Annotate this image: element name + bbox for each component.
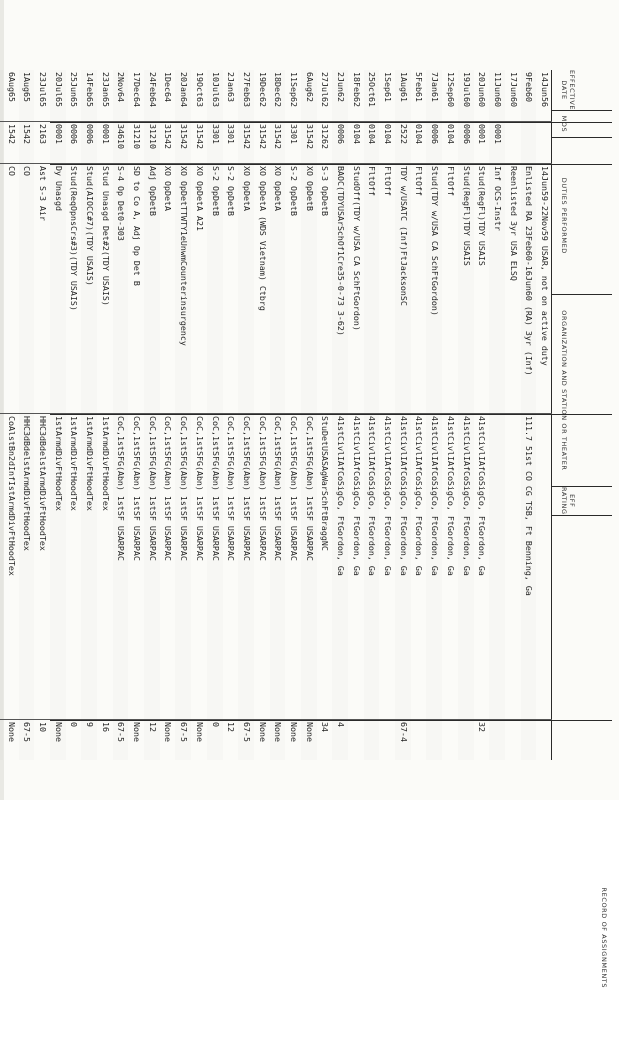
cell-org: CoC,1stSFG(Abn) 1stSF USARPAC <box>191 414 207 720</box>
cell-mos: 0006 <box>458 122 474 164</box>
cell-rating: 67-4 <box>398 722 409 742</box>
cell-mos: 1542 <box>3 122 19 164</box>
cell-date: 20Jun60 <box>474 70 490 122</box>
cell-duties: SD to Co A, Adj Op Det B <box>128 164 144 414</box>
cell-date: 5Feb61 <box>411 70 427 122</box>
cell-duties: S-4 Op Det0-303 <box>113 164 129 414</box>
cell-mos: 0001 <box>489 122 505 164</box>
cell-org: HHC3dBdelstArmdDivFtHoodTex <box>19 414 35 720</box>
cell-mos: 0001 <box>50 122 66 164</box>
assignment-row <box>285 70 301 760</box>
assignment-row <box>442 70 458 760</box>
assignment-row <box>207 70 223 760</box>
cell-date: 23Jan65 <box>97 70 113 122</box>
cell-mos <box>0 122 3 164</box>
cell-date: 14Feb65 <box>81 70 97 122</box>
cell-date: 6Aug62 <box>301 70 317 122</box>
assignment-row <box>144 70 160 760</box>
cell-date: 6Aug65 <box>3 70 19 122</box>
cell-org: CoC,1stSFG(Abn) 1stSF USARPAC <box>160 414 176 720</box>
cell-duties: S-2 OpDetB <box>285 164 301 414</box>
cell-date: 19Oct63 <box>191 70 207 122</box>
cell-org: 1stArmdDivFtHoodTex <box>81 414 97 720</box>
cell-duties: XO OpDetA <box>160 164 176 414</box>
cell-date: 17Jun60 <box>505 70 521 122</box>
cell-org: 41stCivlIAfCoSigCo, FtGordon, Ga <box>411 414 427 720</box>
cell-duties: StudOff(TDY w/USA CA SchFtGordon) <box>348 164 364 414</box>
cell-rating: None <box>163 722 174 742</box>
cell-rating: None <box>304 722 315 742</box>
grid-line <box>50 414 612 415</box>
cell-mos: 3301 <box>207 122 223 164</box>
cell-date: 1Sep61 <box>379 70 395 122</box>
assignment-row <box>66 70 82 760</box>
cell-rating: 32 <box>477 722 488 732</box>
cell-date: 14Jun56 <box>536 70 552 122</box>
cell-org: 41stCivlIAfCoSigCo, FtGordon, Ga <box>364 414 380 720</box>
record-title: RECORD OF ASSIGNMENTS <box>600 887 608 989</box>
assignment-row <box>348 70 364 760</box>
assignment-row <box>176 70 192 760</box>
cell-rating: None <box>194 722 205 742</box>
cell-org: CoC,1stSFG(Abn) 1stSF USARPAC <box>238 414 254 720</box>
cell-rating: 12 <box>147 722 158 732</box>
cell-mos: 0006 <box>427 122 443 164</box>
cell-rating <box>489 720 505 760</box>
cell-mos: 3301 <box>223 122 239 164</box>
assignment-row <box>160 70 176 760</box>
cell-rating <box>427 720 443 760</box>
cell-mos: 2522 <box>395 122 411 164</box>
cell-duties: CO <box>3 164 19 414</box>
cell-mos: 3301 <box>285 122 301 164</box>
cell-org: CoC,1stSFG(Abn) 1stSF USARPAC <box>176 414 192 720</box>
cell-org: StuDetUSASAgWarSchFtBraggNC <box>317 414 333 720</box>
cell-mos: 31262 <box>317 122 333 164</box>
cell-rating <box>505 720 521 760</box>
cell-mos: 2163 <box>34 122 50 164</box>
cell-mos: 0104 <box>442 122 458 164</box>
assignment-row <box>34 70 50 760</box>
cell-org: 41stCivlIAfCoSigCo, FtGordon, Ga <box>379 414 395 720</box>
cell-duties: XO OpDetTTWTY1eUnwmCounterinsurgency <box>176 164 192 414</box>
cell-mos: 0001 <box>474 122 490 164</box>
cell-mos: 31542 <box>160 122 176 164</box>
cell-date: 20Jan64 <box>176 70 192 122</box>
cell-rating: None <box>257 722 268 742</box>
cell-rating <box>411 720 427 760</box>
cell-duties: XO OpDetA <box>270 164 286 414</box>
cell-mos: 31542 <box>301 122 317 164</box>
cell-org: CoC,1stSFG(Abn) 1stSF USARPAC <box>144 414 160 720</box>
cell-org: CoC,1stSFG(Abn) 1stSF USARPAC <box>207 414 223 720</box>
cell-duties: S-2 OpDetB <box>207 164 223 414</box>
cell-mos: 31542 <box>254 122 270 164</box>
cell-rating: None <box>53 722 64 742</box>
cell-org: 41stCivlIAfCoSigCo, FtGordon, Ga <box>395 414 411 720</box>
cell-date: 25Oct61 <box>364 70 380 122</box>
assignment-row <box>238 70 254 760</box>
cell-date: 24Feb64 <box>144 70 160 122</box>
assignment-rows <box>0 70 552 760</box>
cell-date: 1Aug65 <box>19 70 35 122</box>
cell-duties: Stud Unasgd Det#2(TDY USAIS) <box>97 164 113 414</box>
cell-duties: XO OpDetA (WDS Vietnam) Ctbrg <box>254 164 270 414</box>
cell-duties: Ast S-3 Air <box>34 164 50 414</box>
cell-mos: 0104 <box>348 122 364 164</box>
cell-rating: 4 <box>336 722 347 727</box>
cell-duties: FltOff <box>411 164 427 414</box>
cell-duties: FltOff <box>379 164 395 414</box>
cell-org <box>0 414 3 720</box>
cell-org: CoC,1stSFG(Abn) 1stSF USARPAC <box>270 414 286 720</box>
assignment-row <box>536 70 552 760</box>
cell-date: 2Nov64 <box>113 70 129 122</box>
cell-org: 111.7 51st CO CG TSB, Ft Benning, Ga <box>521 414 537 720</box>
cell-mos: 1542 <box>19 122 35 164</box>
cell-duties: S-3 OpDetB <box>317 164 333 414</box>
cell-mos <box>521 122 537 164</box>
cell-mos: 31542 <box>176 122 192 164</box>
cell-duties: Enlisted RA 23Feb60-16Jun60 (RA) 3yr (Inf) <box>521 164 537 414</box>
cell-org: CoC,1stSFG(Abn) 1stSF USARPAC <box>113 414 129 720</box>
cell-duties: Stud(ReqOpnsCrs#3)(TDY USAIS) <box>66 164 82 414</box>
cell-rating: 67-5 <box>22 722 33 742</box>
cell-org <box>489 414 505 720</box>
cell-mos: 0104 <box>411 122 427 164</box>
cell-duties: 14Jun59-22Nov59 USAR, not on active duty <box>536 164 552 414</box>
cell-org: CoC,1stSFG(Abn) 1stSF USARPAC <box>301 414 317 720</box>
header-eff-rating: EFF RATING <box>552 487 612 516</box>
cell-duties: XO OpDetA <box>238 164 254 414</box>
assignment-row <box>191 70 207 760</box>
cell-rating: 67-5 <box>116 722 127 742</box>
assignment-row <box>411 70 427 760</box>
assignment-row <box>317 70 333 760</box>
cell-org: CoC,1stSFG(Abn) 1stSF USARPAC <box>254 414 270 720</box>
cell-rating <box>536 720 552 760</box>
cell-mos: 31542 <box>270 122 286 164</box>
assignment-row <box>395 70 411 760</box>
assignment-row <box>427 70 443 760</box>
cell-date: 11Sep62 <box>285 70 301 122</box>
cell-org: CoC,1stSFG(Abn) 1stSF USARPAC <box>285 414 301 720</box>
cell-rating: 10 <box>38 722 48 732</box>
header-effective-date: EFFECTIVE DATE <box>552 70 612 111</box>
cell-mos: 0006 <box>332 122 348 164</box>
cell-date: 23Jul65 <box>34 70 50 122</box>
cell-rating: 34 <box>320 722 331 732</box>
cell-duties: Stud(AIOCC#7)(TDY USAIS) <box>81 164 97 414</box>
cell-date: 11Jun60 <box>489 70 505 122</box>
cell-rating: None <box>132 722 143 742</box>
assignment-row <box>254 70 270 760</box>
cell-mos <box>536 122 552 164</box>
cell-date: 19Jul60 <box>458 70 474 122</box>
assignment-row <box>505 70 521 760</box>
cell-org: 41stCivlIAfCoSigCo, FtGordon, Ga <box>442 414 458 720</box>
cell-rating <box>458 720 474 760</box>
assignment-row <box>128 70 144 760</box>
grid-line <box>50 122 612 123</box>
cell-duties: S-2 OpDetB <box>223 164 239 414</box>
cell-rating: None <box>273 722 284 742</box>
assignment-row <box>113 70 129 760</box>
cell-rating: None <box>6 722 17 742</box>
assignment-row <box>50 70 66 760</box>
cell-org: 41stCivlIAfCoSigCo, FtGordon, Ga <box>348 414 364 720</box>
cell-duties: Stud(TDY w/USA CA SchFtGordon) <box>427 164 443 414</box>
cell-duties: Stud(RegFl)TDY USAIS <box>458 164 474 414</box>
cell-duties: XO OpDetB <box>301 164 317 414</box>
assignment-row <box>521 70 537 760</box>
cell-duties: TDY w/USATC (Inf)FtJacksonSC <box>395 164 411 414</box>
cell-duties: BAOC(TDYUSArSchOf1Cre35-0-73 3-62) <box>332 164 348 414</box>
cell-mos: 31542 <box>238 122 254 164</box>
assignment-row <box>270 70 286 760</box>
cell-org: 1stArmdDivFtHoodTex <box>50 414 66 720</box>
cell-duties: FltOff <box>442 164 458 414</box>
cell-org: CoAlstBn2dInfIstArmdDivFtHoodTex <box>3 414 19 720</box>
grid-line <box>50 720 612 721</box>
cell-duties: FltOff <box>364 164 380 414</box>
assignment-row <box>489 70 505 760</box>
cell-date: 25Jun65 <box>66 70 82 122</box>
cell-date: 10Jul63 <box>207 70 223 122</box>
cell-rating: 16 <box>100 722 111 732</box>
cell-org: 41stCivlIAfCoSigCo, FtGordon, Ga <box>458 414 474 720</box>
cell-duties <box>0 164 3 414</box>
grid-line <box>50 164 612 165</box>
cell-date: 18Feb62 <box>348 70 364 122</box>
cell-mos: 34610 <box>113 122 129 164</box>
cell-date: 1Dec64 <box>160 70 176 122</box>
header-organization: ORGANIZATION AND STATION OR THEATER <box>552 295 612 487</box>
assignment-row <box>3 70 19 760</box>
cell-rating <box>521 720 537 760</box>
cell-date: 18Dec62 <box>270 70 286 122</box>
cell-mos: 31542 <box>191 122 207 164</box>
cell-rating <box>364 720 380 760</box>
cell-rating: None <box>289 722 299 742</box>
cell-org: 41stCivlIAfCoSigCo, FtGordon, Ga <box>427 414 443 720</box>
cell-rating <box>379 720 395 760</box>
assignment-row <box>97 70 113 760</box>
form-header <box>551 70 612 989</box>
assignment-row <box>379 70 395 760</box>
cell-org <box>505 414 521 720</box>
cell-mos: 0006 <box>66 122 82 164</box>
cell-duties: Dy Unasgd <box>50 164 66 414</box>
cell-rating: 9 <box>85 722 96 727</box>
cell-duties: Adj OpDetB <box>144 164 160 414</box>
cell-mos: 0104 <box>379 122 395 164</box>
assignment-row <box>364 70 380 760</box>
cell-org: 41stCivlIAfCoSigCo, FtGordon, Ga <box>474 414 490 720</box>
cell-mos <box>505 122 521 164</box>
cell-mos: 0006 <box>81 122 97 164</box>
cell-duties: Stud(RegFl)TDY USAIS <box>474 164 490 414</box>
cell-org: 1stArmdDivFtHoodTex <box>66 414 82 720</box>
cell-duties: Inf OCS-Instr <box>489 164 505 414</box>
assignment-row <box>332 70 348 760</box>
cell-rating <box>442 720 458 760</box>
cell-date: 9Feb60 <box>521 70 537 122</box>
cell-rating <box>0 720 3 760</box>
cell-rating: 67-5 <box>179 722 190 742</box>
assignment-row <box>223 70 239 760</box>
cell-mos: 0104 <box>364 122 380 164</box>
assignment-row <box>0 70 3 760</box>
cell-rating: 12 <box>226 722 237 732</box>
cell-org: 41stCivlIAfCoSigCo, FtGordon, Ga <box>332 414 348 720</box>
cell-org <box>536 414 552 720</box>
cell-org: 1stArmdDivFtHoodTex <box>97 414 113 720</box>
cell-rating: 0 <box>210 722 221 727</box>
cell-org: HHC3dBdelstArmdDivFtHoodTex <box>34 414 50 720</box>
cell-date: 27Feb63 <box>238 70 254 122</box>
cell-duties: CO <box>19 164 35 414</box>
assignment-row <box>458 70 474 760</box>
cell-mos: 31210 <box>144 122 160 164</box>
header-mos: MOS <box>552 111 612 138</box>
cell-mos: 0001 <box>97 122 113 164</box>
cell-rating: 0 <box>69 722 80 727</box>
assignment-row <box>474 70 490 760</box>
cell-duties: XO OpDetA A21 <box>191 164 207 414</box>
cell-org: CoC,1stSFG(Abn) 1stSF USARPAC <box>128 414 144 720</box>
cell-rating <box>348 720 364 760</box>
cell-date: 17Dec64 <box>128 70 144 122</box>
cell-date: 19Dec62 <box>254 70 270 122</box>
record-of-assignments-form <box>6 70 612 989</box>
cell-rating: 67-5 <box>241 722 252 742</box>
cell-date: 1Aug61 <box>395 70 411 122</box>
assignment-row <box>19 70 35 760</box>
cell-date: 27Jul62 <box>317 70 333 122</box>
assignment-row <box>81 70 97 760</box>
cell-mos: 31210 <box>128 122 144 164</box>
cell-date: 2Jan63 <box>223 70 239 122</box>
cell-date: 20Jul65 <box>50 70 66 122</box>
cell-org: CoC,1stSFG(Abn) 1stSF USARPAC <box>223 414 239 720</box>
assignment-row <box>301 70 317 760</box>
cell-duties: Reenlisted 3yr USA ELSQ <box>505 164 521 414</box>
cell-date <box>0 70 3 122</box>
header-duties: DUTIES PERFORMED <box>552 138 612 295</box>
cell-date: 2Jun62 <box>332 70 348 122</box>
cell-date: 12Sep60 <box>442 70 458 122</box>
cell-date: 7Jan61 <box>427 70 443 122</box>
